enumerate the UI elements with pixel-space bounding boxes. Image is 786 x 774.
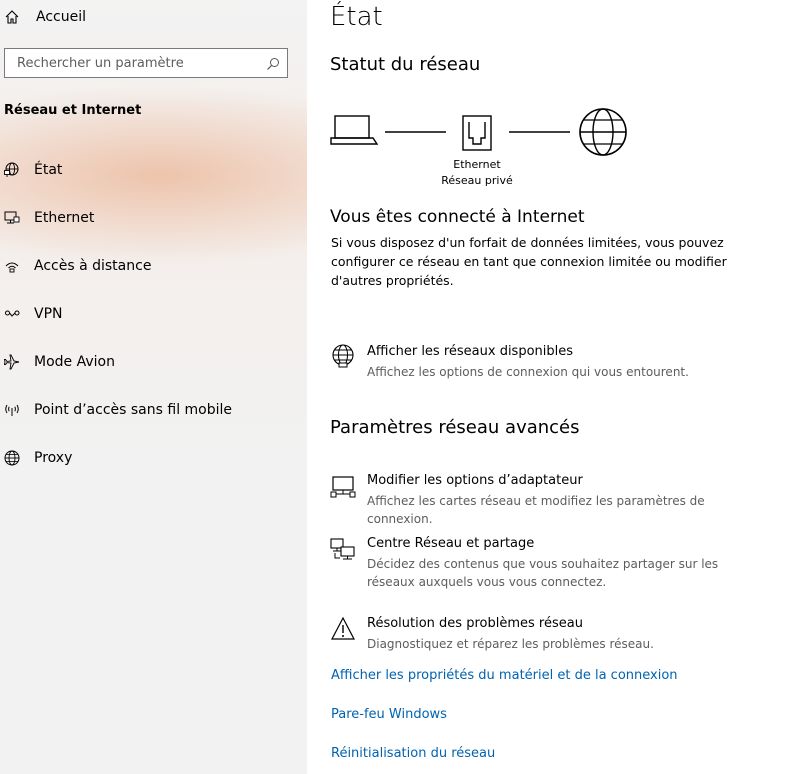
connection-status-title: Vous êtes connecté à Internet <box>330 207 585 227</box>
sidebar-item-label: Accès à distance <box>34 258 152 274</box>
option-title: Résolution des problèmes réseau <box>367 616 583 631</box>
option-title: Centre Réseau et partage <box>367 536 535 551</box>
sidebar-item-ethernet[interactable] <box>0 198 307 238</box>
sidebar-item-hotspot[interactable] <box>0 390 307 430</box>
vpn-icon <box>4 306 21 323</box>
dialup-icon <box>4 258 21 275</box>
globe-network-icon <box>330 344 356 370</box>
sidebar-item-label: Proxy <box>34 450 73 466</box>
sidebar-item-label: Point d’accès sans fil mobile <box>34 402 233 418</box>
home-nav-item[interactable] <box>0 0 307 36</box>
option-description: Affichez les cartes réseau et modifiez les paramètres de connexion. <box>367 494 705 526</box>
hardware-properties-link[interactable]: Afficher les propriétés du matériel et de la connexion <box>331 668 678 683</box>
search-icon[interactable] <box>266 56 280 70</box>
home-icon <box>4 9 20 25</box>
search-input[interactable] <box>15 55 259 72</box>
option-title: Afficher les réseaux disponibles <box>367 344 574 359</box>
adapter-name: Ethernet <box>453 158 501 171</box>
sidebar-item-label: VPN <box>34 306 63 322</box>
warning-icon <box>330 616 356 642</box>
network-type: Réseau privé <box>441 174 513 187</box>
search-box[interactable] <box>4 48 288 78</box>
sidebar-item-label: Mode Avion <box>34 354 115 370</box>
status-heading: Statut du réseau <box>330 54 481 75</box>
sidebar-item-acces-distance[interactable] <box>0 246 307 286</box>
sharing-center-icon <box>330 536 356 562</box>
sidebar <box>0 0 307 774</box>
connection-status-text: Si vous disposez d'un forfait de données limitées, vous pouvez configurer ce réseau en tant que connexion limitée ou modifier d'autres propriétés. <box>331 235 727 288</box>
main-content <box>307 0 786 774</box>
firewall-link[interactable]: Pare-feu Windows <box>331 707 447 722</box>
airplane-icon <box>4 354 21 371</box>
sidebar-item-label: Ethernet <box>34 210 95 226</box>
page-title: État <box>330 2 383 32</box>
ethernet-port-icon <box>463 116 491 150</box>
home-label: Accueil <box>36 9 86 25</box>
ethernet-icon <box>4 210 21 227</box>
sidebar-item-vpn[interactable] <box>0 294 307 334</box>
option-description: Décidez des contenus que vous souhaitez partager sur les réseaux auxquels vous vous connectez. <box>367 557 719 589</box>
sidebar-section-title: Réseau et Internet <box>4 103 142 118</box>
network-diagram <box>330 108 640 198</box>
network-adapter-icon <box>330 473 356 499</box>
option-description: Diagnostiquez et réparez les problèmes réseau. <box>367 637 654 651</box>
sidebar-item-label: État <box>34 162 63 178</box>
option-title: Modifier les options d’adaptateur <box>367 473 583 488</box>
sidebar-item-mode-avion[interactable] <box>0 342 307 382</box>
network-reset-link[interactable]: Réinitialisation du réseau <box>331 746 496 761</box>
globe-icon <box>4 450 21 467</box>
internet-globe-icon <box>580 109 626 155</box>
sidebar-item-proxy[interactable] <box>0 438 307 478</box>
advanced-heading: Paramètres réseau avancés <box>330 417 580 438</box>
globe-status-icon <box>4 162 21 179</box>
sidebar-item-etat[interactable] <box>0 150 307 190</box>
hotspot-icon <box>4 402 21 419</box>
laptop-icon <box>331 116 377 144</box>
option-description: Affichez les options de connexion qui vous entourent. <box>367 365 689 379</box>
